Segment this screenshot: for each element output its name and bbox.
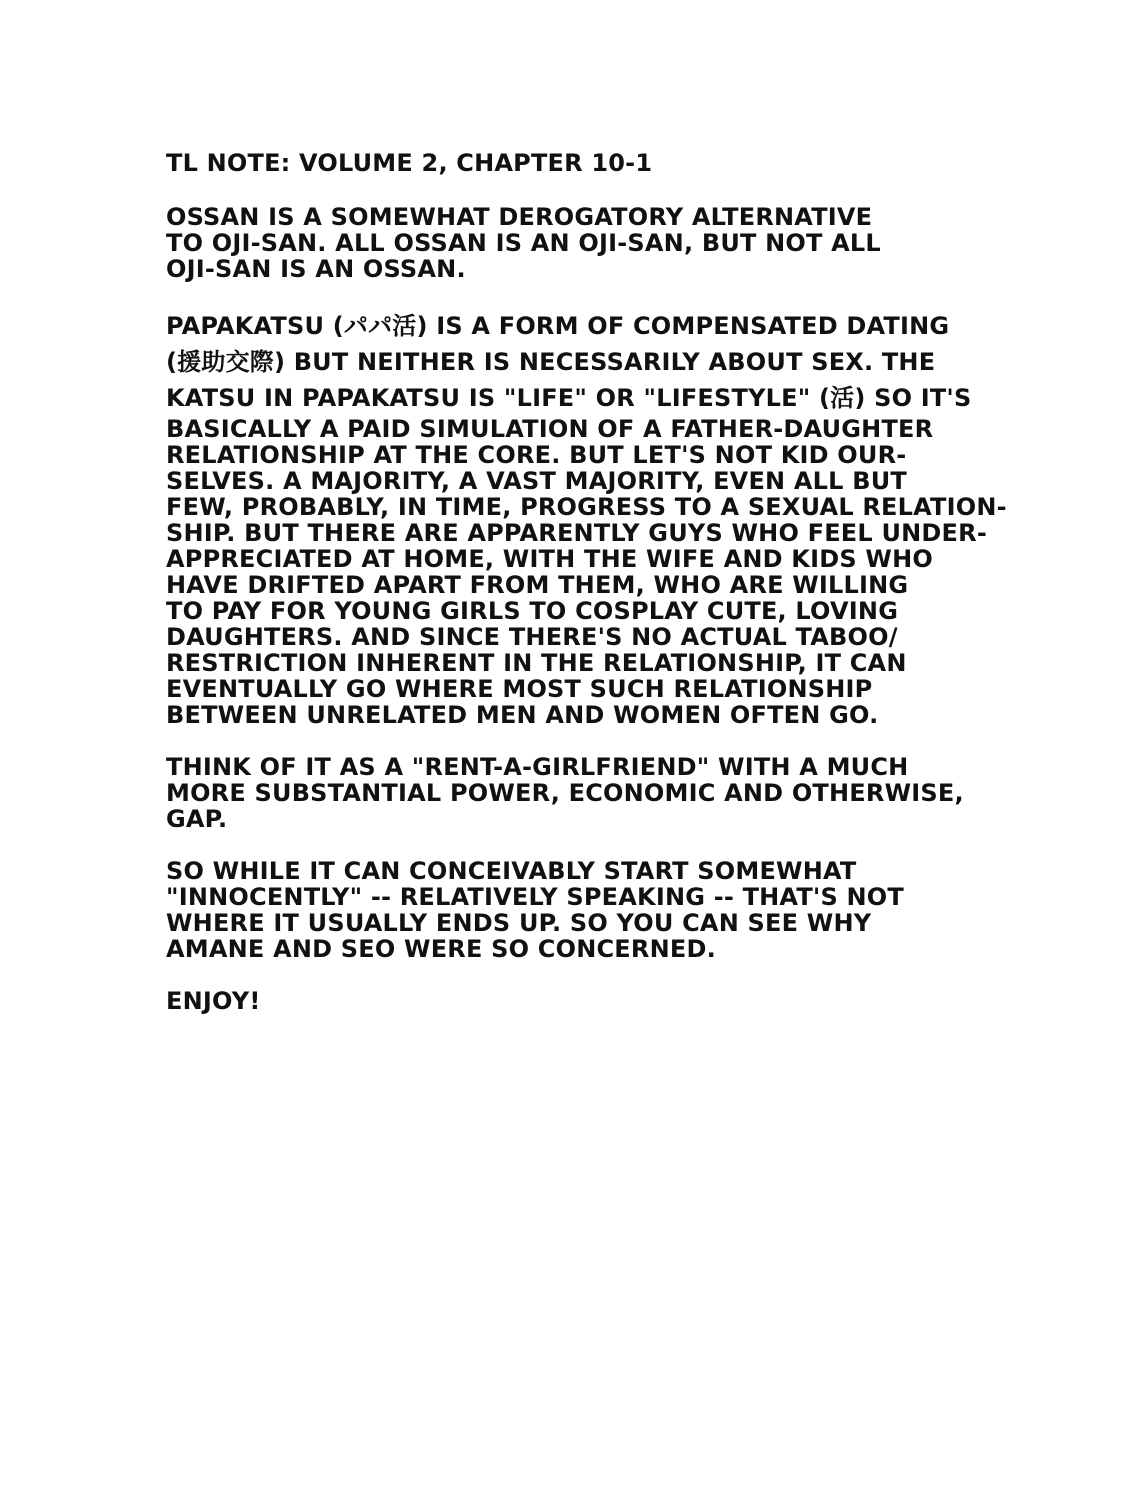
text-line: MORE SUBSTANTIAL POWER, ECONOMIC AND OTHERWISE, <box>166 779 964 807</box>
text-line: KATSU IN PAPAKATSU IS "LIFE" OR "LIFESTYLE" (活) SO IT'S <box>166 384 972 412</box>
paragraph-rent-a-girlfriend <box>166 754 1066 832</box>
text-line: PAPAKATSU (パパ活) IS A FORM OF COMPENSATED DATING <box>166 312 950 340</box>
text-line: THINK OF IT AS A "RENT-A-GIRLFRIEND" WITH A MUCH <box>166 753 909 781</box>
text-line: TO PAY FOR YOUNG GIRLS TO COSPLAY CUTE, LOVING <box>166 597 899 625</box>
text-line: SELVES. A MAJORITY, A VAST MAJORITY, EVEN ALL BUT <box>166 467 907 495</box>
text-line: SO WHILE IT CAN CONCEIVABLY START SOMEWHAT <box>166 857 857 885</box>
tl-note <box>166 150 1066 1040</box>
text-line: OJI-SAN IS AN OSSAN. <box>166 255 466 283</box>
paragraph-conclusion <box>166 858 1066 962</box>
text-line: BETWEEN UNRELATED MEN AND WOMEN OFTEN GO. <box>166 701 879 729</box>
note-title: TL NOTE: VOLUME 2, CHAPTER 10-1 <box>166 149 653 177</box>
text-line: DAUGHTERS. AND SINCE THERE'S NO ACTUAL TABOO/ <box>166 623 898 651</box>
text-line: OSSAN IS A SOMEWHAT DEROGATORY ALTERNATIVE <box>166 203 873 231</box>
text-line: EVENTUALLY GO WHERE MOST SUCH RELATIONSHIP <box>166 675 873 703</box>
text-line: FEW, PROBABLY, IN TIME, PROGRESS TO A SEXUAL RELATION- <box>166 493 1007 521</box>
paragraph-ossan <box>166 204 1066 282</box>
paragraph-papakatsu <box>166 308 1066 728</box>
text-line: RESTRICTION INHERENT IN THE RELATIONSHIP, IT CAN <box>166 649 907 677</box>
text-line: GAP. <box>166 805 228 833</box>
text-line: BASICALLY A PAID SIMULATION OF A FATHER-DAUGHTER <box>166 415 934 443</box>
text-line: ENJOY! <box>166 987 261 1015</box>
text-line: APPRECIATED AT HOME, WITH THE WIFE AND KIDS WHO <box>166 545 933 573</box>
text-line: SHIP. BUT THERE ARE APPARENTLY GUYS WHO FEEL UNDER- <box>166 519 987 547</box>
text-line: (援助交際) BUT NEITHER IS NECESSARILY ABOUT SEX. THE <box>166 348 936 376</box>
text-line: TO OJI-SAN. ALL OSSAN IS AN OJI-SAN, BUT NOT ALL <box>166 229 881 257</box>
text-line: "INNOCENTLY" -- RELATIVELY SPEAKING -- THAT'S NOT <box>166 883 904 911</box>
text-line: HAVE DRIFTED APART FROM THEM, WHO ARE WILLING <box>166 571 909 599</box>
text-line: RELATIONSHIP AT THE CORE. BUT LET'S NOT KID OUR- <box>166 441 907 469</box>
text-line: AMANE AND SEO WERE SO CONCERNED. <box>166 935 716 963</box>
text-line: WHERE IT USUALLY ENDS UP. SO YOU CAN SEE WHY <box>166 909 872 937</box>
paragraph-sign-off <box>166 988 1066 1014</box>
